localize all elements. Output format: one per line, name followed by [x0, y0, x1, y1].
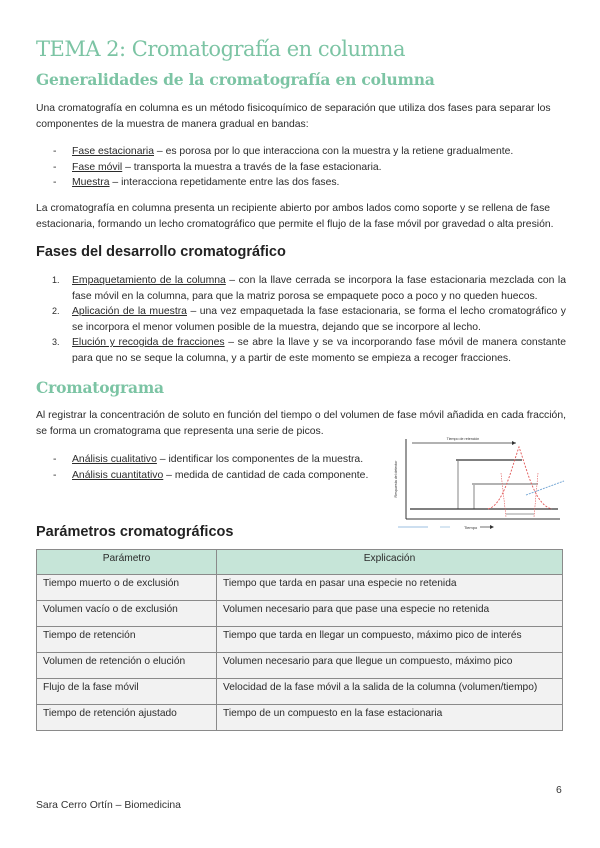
list-item: [36, 273, 566, 304]
number-bullet: 1.: [52, 275, 60, 285]
footer-author: Sara Cerro Ortín – Biomedicina: [36, 800, 181, 811]
list-item: [36, 335, 566, 366]
list-item: [36, 175, 566, 191]
heading-generalidades: Generalidades de la cromatografía en columna: [36, 70, 435, 89]
number-bullet: 2.: [52, 306, 60, 316]
column-header-parametro: Parámetro: [37, 550, 217, 575]
term-muestra: Muestra: [72, 177, 110, 188]
dash-bullet: -: [53, 469, 57, 481]
phases-list: [36, 144, 566, 191]
parameter-cell: Volumen vacío o de exclusión: [37, 601, 217, 627]
page-number: 6: [556, 785, 562, 796]
parameters-table: [36, 549, 563, 731]
diagram-x-axis-label: Tiempo: [464, 525, 478, 530]
list-item: [36, 144, 566, 160]
intro-paragraph: Una cromatografía en columna es un método fisicoquímico de separación que utiliza dos fases para separar los componentes de la muestra de manera gradual en bandas:: [36, 103, 551, 130]
column-description-paragraph: La cromatografía en columna presenta un recipiente abierto por ambos lados como soporte y se rellena de fase estacionaria, formando un lecho cromatográfico que permite el flujo de la fase móvil por gravedad o alta presión.: [36, 203, 554, 230]
explanation-cell: Tiempo que tarda en pasar una especie no retenida: [217, 575, 563, 601]
parameter-cell: Tiempo de retención: [37, 627, 217, 653]
term-analisis-cualitativo: Análisis cualitativo: [72, 454, 157, 465]
dash-bullet: -: [53, 177, 57, 188]
list-item: [36, 452, 386, 468]
term-fase-estacionaria: Fase estacionaria: [72, 146, 155, 157]
item-text: – identificar los componentes de la muestra.: [156, 454, 364, 465]
explanation-cell: Volumen necesario para que llegue un compuesto, máximo pico: [217, 653, 563, 679]
explanation-cell: Tiempo que tarda en llegar un compuesto, máximo pico de interés: [217, 627, 563, 653]
item-text: – es porosa por lo que interacciona con la muestra y la retiene gradualmente.: [154, 146, 514, 157]
item-text: – se abre la llave y se va incorporando fase móvil de manera constante para que no se seque la columna, y a partir de este momento se empieza a recoger fracciones.: [72, 337, 567, 364]
parameter-cell: Flujo de la fase móvil: [37, 679, 217, 705]
item-text: – con la llave cerrada se incorpora la fase estacionaria mezclada con la fase móvil en la columna, para que la matriz porosa se empaquete poco a poco y no queden huecos.: [72, 275, 567, 302]
analysis-list: [36, 452, 386, 483]
chromatogram-figure: [388, 433, 568, 533]
chromatogram-diagram: [388, 433, 568, 533]
page-title: [36, 37, 405, 61]
explanation-cell: Tiempo de un compuesto en la fase estacionaria: [217, 705, 563, 731]
table-row: [37, 601, 563, 627]
number-bullet: 3.: [52, 337, 60, 347]
dash-bullet: -: [53, 146, 57, 157]
table-row: [37, 627, 563, 653]
item-text: – transporta la muestra a través de la fase estacionaria.: [122, 161, 382, 173]
term-empaquetamiento: Empaquetamiento de la columna: [72, 275, 226, 286]
item-text: – medida de cantidad de cada componente.: [163, 469, 369, 481]
title-prefix: TEMA 2:: [36, 37, 126, 61]
table-row: [37, 705, 563, 731]
table-row: [37, 575, 563, 601]
heading-parametros: Parámetros cromatográficos: [36, 524, 234, 540]
item-text: – una vez empaquetada la fase estacionaria, se forma el lecho cromatográfico y se incorpora el menor volumen posible de la muestra, dejando que se incorpore al lecho.: [72, 306, 566, 333]
column-header-explicacion: Explicación: [217, 550, 563, 575]
diagram-top-label: Tiempo de retención: [446, 437, 480, 441]
list-item: [36, 468, 386, 484]
parameter-cell: Tiempo muerto o de exclusión: [37, 575, 217, 601]
dash-bullet: -: [53, 454, 57, 465]
table-row: [37, 653, 563, 679]
heading-cromatograma: Cromatograma: [36, 378, 164, 397]
term-fase-movil: Fase móvil: [72, 161, 123, 173]
list-item: [36, 160, 566, 176]
table-row: [37, 679, 563, 705]
parameter-cell: Tiempo de retención ajustado: [37, 705, 217, 731]
parameter-cell: Volumen de retención o elución: [37, 653, 217, 679]
term-analisis-cuantitativo: Análisis cuantitativo: [72, 469, 164, 481]
cromatograma-paragraph: Al registrar la concentración de soluto en función del tiempo o del volumen de fase móvil añadida en cada fracción, se forma un cromatograma que representa una serie de picos.: [36, 410, 566, 437]
explanation-cell: Velocidad de la fase móvil a la salida de la columna (volumen/tiempo): [217, 679, 563, 705]
item-text: – interacciona repetidamente entre las dos fases.: [109, 177, 340, 188]
diagram-y-axis-label: Respuesta del detector: [394, 460, 398, 498]
table-header-row: [37, 550, 563, 575]
explanation-cell: Volumen necesario para que pase una especie no retenida: [217, 601, 563, 627]
title-rest: Cromatografía en columna: [125, 37, 405, 61]
list-item: [36, 304, 566, 335]
development-steps-list: [36, 273, 566, 366]
term-elucion: Elución y recogida de fracciones: [72, 337, 225, 348]
heading-fases-desarrollo: Fases del desarrollo cromatográfico: [36, 244, 286, 260]
dash-bullet: -: [53, 161, 57, 173]
term-aplicacion-muestra: Aplicación de la muestra: [72, 306, 187, 317]
